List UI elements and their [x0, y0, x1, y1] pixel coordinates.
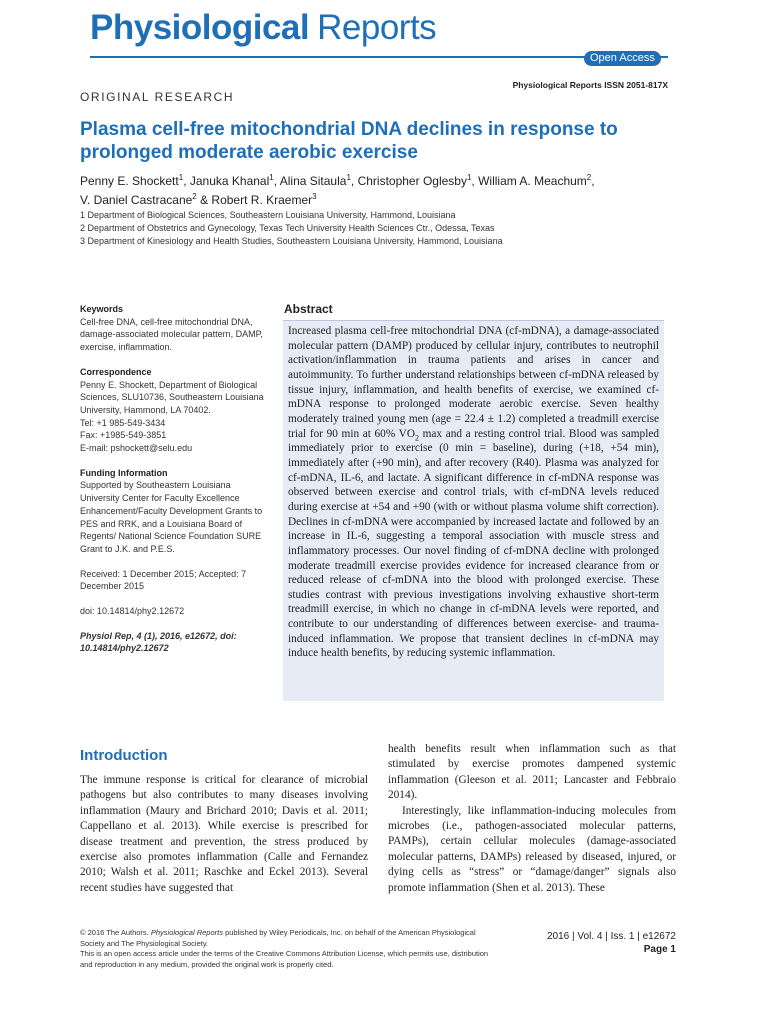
author-separator: &: [196, 193, 212, 207]
license-line-1: [80, 928, 500, 949]
journal-issn: Physiological Reports ISSN 2051-817X: [512, 80, 668, 90]
correspondence-tel: Tel: +1 985-549-3434: [80, 417, 166, 428]
funding-heading: Funding Information: [80, 467, 168, 478]
author-list: [80, 170, 680, 208]
abstract-text-part-1: Increased plasma cell-free mitochondrial DNA (cf-mDNA), a damage-associated molecular pattern (DAMP) produced by cellular injury, contributes to neutrophil activation/inflammation in trauma patients and arises in cancer and autoimmunity. To further understand relationships between cf-mDNA released by tissue injury, inflammation, and health benefits of exercise, we examined cf-mDNA response to prolonged moderate aerobic exercise. Seven healthy moderately trained young men (age = 22.4 ± 1.2) completed a treadmill exercise trial for 90 min at 60% VO: [288, 325, 659, 440]
dates-text: Received: 1 December 2015; Accepted: 7 December 2015: [80, 568, 247, 592]
journal-title-light: Reports: [317, 8, 437, 47]
header-rule: [90, 56, 668, 58]
journal-title: [90, 8, 436, 48]
author-affiliation-mark: 1: [269, 173, 274, 182]
funding-text: Supported by Southeastern Louisiana University Center for Faculty Excellence Enhancement/Faculty Development Grants to PES and RRK, and a Louisiana Board of Regents/ National Science Foundation SURE Grant to J.K. and P.E.S.: [80, 480, 263, 554]
abstract-text-part-2: max and a resting control trial. Blood was sampled immediately prior to exercise (0 min = baseline), during (+18, +54 min), immediately after (+90 min), and after recovery (R40). Plasma was analyzed for cf-mDNA, IL-6, and lactate. A significant difference in cf-mDNA response was observed between exercise and control trials, with cf-mDNA levels reduced during exercise at +54 and +90 (with or without plasma volume shift correction). Declines in cf-mDNA were accompanied by increased lactate and followed by an increase in IL-6, suggesting a temporal association with muscle stress and inflammatory processes. Our novel finding of cf-mDNA decline with prolonged moderate treadmill exercise provides evidence for increased clearance from or reduced release of cf-mDNA into the blood with prolonged exercise. These studies contrast with previous investigations involving exhaustive short-term treadmill exercise, in which no change in cf-mDNA levels were reported, and contribute to our understanding of differences between exercise- and trauma-induced inflammation. We propose that transient declines in cf-mDNA may induce health benefits, by reducing systemic inflammation.: [288, 427, 660, 660]
author-affiliation-mark: 1: [466, 173, 472, 182]
license-copyright: © 2016 The Authors.: [80, 928, 151, 937]
license-footer: [80, 928, 500, 970]
article-title: Plasma cell-free mitochondrial DNA declines in response to prolonged moderate aerobic exercise: [80, 119, 618, 163]
journal-title-bold: Physiological: [90, 8, 310, 47]
correspondence-address: Penny E. Shockett, Department of Biological Sciences, SLU10736, Southeastern Louisiana University, Hammond, LA 70402.: [80, 379, 264, 415]
author-affiliation-mark: 1: [346, 173, 351, 182]
affiliation-1: 1 Department of Biological Sciences, Southeastern Louisiana University, Hammond, Louisiana: [80, 210, 456, 220]
affiliations: [80, 209, 680, 248]
abstract-text: [288, 324, 659, 661]
affiliation-3: 3 Department of Kinesiology and Health Studies, Southeastern Louisiana University, Hammond, Louisiana: [80, 236, 503, 246]
author-separator: ,: [183, 174, 190, 188]
author-name: V. Daniel Castracane: [80, 193, 193, 207]
intro-right-column: [388, 742, 676, 896]
correspondence-email[interactable]: E-mail: pshockett@selu.edu: [80, 443, 193, 454]
author-name: Alina Sitaula: [279, 174, 347, 188]
page-footer: [547, 930, 676, 956]
correspondence-block: [80, 366, 270, 455]
intro-left-column: The immune response is critical for clearance of microbial pathogens but also contributes to many diseases involving inflammation (Maury and Brichard 2010; Davis et al. 2011; Cappellano et al. 2013). While exercise is prescribed for disease treatment and prevention, the stress produced by exercise also promotes inflammation (Calle and Fernandez 2010; Walsh et al. 2011; Raschke and Eckel 2013). Several recent studies have suggested that: [80, 774, 368, 894]
article-type: ORIGINAL RESEARCH: [80, 90, 235, 104]
author-affiliation-mark: 2: [586, 173, 592, 182]
abstract-heading: Abstract: [284, 302, 333, 316]
abstract-subscript: 2: [414, 432, 419, 442]
author-name: Penny E. Shockett: [80, 174, 179, 188]
license-line-2: This is an open access article under the terms of the Creative Commons Attribution License, which permits use, distribution and reproduction in any medium, provided the original work is properly cited.: [80, 949, 489, 969]
author-separator: ,: [350, 174, 358, 188]
author-name: Robert R. Kraemer: [211, 193, 313, 207]
keywords-heading: Keywords: [80, 304, 124, 314]
article-info-sidebar: [80, 303, 270, 655]
correspondence-fax: Fax: +1985-549-3851: [80, 430, 167, 441]
author-separator: ,: [471, 174, 479, 188]
author-name: Christopher Oglesby: [357, 174, 467, 188]
funding-block: [80, 467, 270, 556]
open-access-badge: Open Access: [584, 51, 661, 66]
intro-right-paragraph-1: health benefits result when inflammation such as that stimulated by exercise promotes dampened systemic inflammation (Gleeson et al. 2011; Lancaster and Febbraio 2014).: [388, 743, 676, 802]
volume-info: 2016 | Vol. 4 | Iss. 1 | e12672: [547, 931, 676, 942]
introduction-heading: Introduction: [80, 747, 168, 764]
author-affiliation-mark: 2: [192, 192, 197, 201]
doi-text[interactable]: doi: 10.14814/phy2.12672: [80, 606, 185, 617]
author-name: Januka Khanal: [189, 174, 270, 188]
citation-text: Physiol Rep, 4 (1), 2016, e12672, doi: 10.14814/phy2.12672: [80, 630, 237, 654]
license-journal: Physiological Reports: [150, 928, 223, 937]
author-separator: ,: [591, 174, 595, 188]
keywords-text: Cell-free DNA, cell-free mitochondrial DNA, damage-associated molecular pattern, DAMP, exercise, inflammation.: [80, 316, 263, 353]
author-separator: ,: [273, 174, 280, 188]
affiliation-2: 2 Department of Obstetrics and Gynecology, Texas Tech University Health Sciences Ctr., Odessa, Texas: [80, 223, 495, 233]
author-affiliation-mark: 1: [178, 173, 184, 182]
abstract-box: [283, 320, 664, 701]
keywords-block: [80, 303, 270, 354]
license-publisher: published by Wiley Periodicals, Inc. on behalf of the American Physiological Society and The Physiological Society.: [80, 928, 476, 948]
page-number: Page 1: [643, 944, 676, 955]
author-name: William A. Meachum: [478, 174, 587, 188]
author-affiliation-mark: 3: [312, 192, 317, 201]
correspondence-heading: Correspondence: [80, 366, 152, 377]
intro-right-paragraph-2: Interestingly, like inflammation-inducing molecules from microbes (i.e., pathogen-associated molecular patterns, PAMPs), certain cellular molecules (damage-associated molecular patterns, DAMPs) released by diseased, injured, or dying cells as “stress” or “damage/danger” signals also promote inflammation (Shen et al. 2013). These: [388, 804, 676, 894]
